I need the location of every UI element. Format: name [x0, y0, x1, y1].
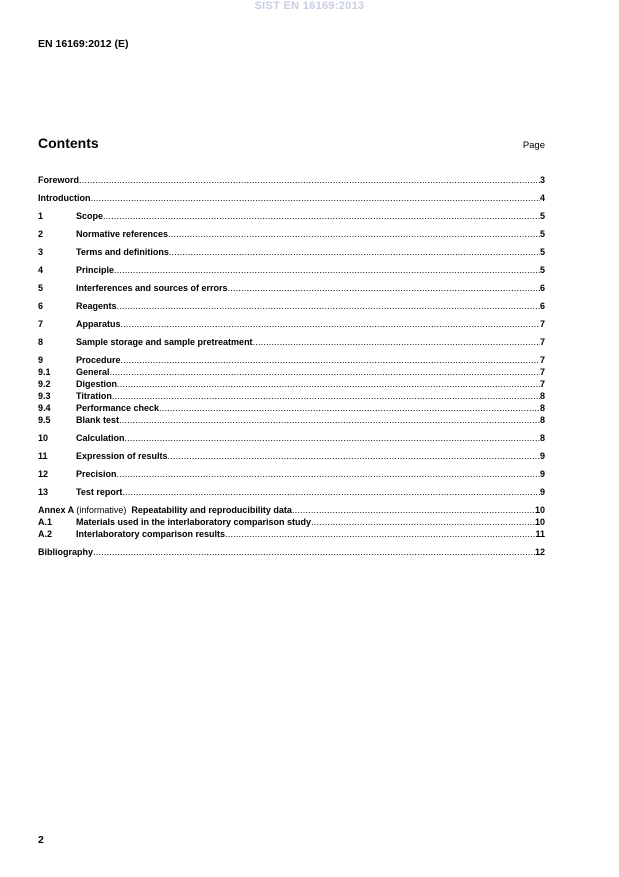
toc-entry-page: 7 — [539, 379, 545, 389]
toc-entry-page: 10 — [534, 517, 545, 527]
toc-entry-page: 8 — [539, 415, 545, 425]
toc-dot-leader — [91, 192, 540, 204]
toc-entry-number: 3 — [38, 247, 44, 257]
toc-entry-title: Terms and definitions — [76, 247, 169, 257]
watermark: SIST EN 16169:2013 — [254, 0, 365, 12]
annex-label: Annex A — [38, 505, 74, 515]
document-id: EN 16169:2012 (E) — [38, 38, 129, 50]
toc-row-digestion[interactable] — [38, 378, 545, 390]
toc-entry-page: 12 — [534, 547, 545, 557]
toc-row-calculation[interactable] — [38, 432, 545, 444]
toc-entry-title: Interferences and sources of errors — [76, 283, 228, 293]
toc-entry-page: 7 — [539, 355, 545, 365]
toc-row-procedure[interactable] — [38, 354, 545, 366]
toc-dot-leader — [169, 246, 540, 258]
toc-dot-leader — [117, 300, 540, 312]
toc-dot-leader — [292, 504, 535, 516]
toc-dot-leader — [121, 354, 540, 366]
annex-informative-tag: (informative) — [76, 505, 127, 515]
toc-entry-number: 4 — [38, 265, 44, 275]
toc-entry-number: 9.4 — [38, 403, 51, 413]
toc-dot-leader — [117, 468, 540, 480]
toc-entry-number: 5 — [38, 283, 44, 293]
toc-dot-leader — [117, 378, 540, 390]
toc-entry-number: 11 — [38, 451, 48, 461]
toc-entry-title: Introduction — [38, 193, 91, 203]
toc-entry-title: General — [76, 367, 110, 377]
toc-entry-title — [38, 504, 292, 516]
toc-entry-title: Materials used in the interlaboratory comparison study — [76, 517, 312, 527]
toc-entry-page: 5 — [539, 265, 545, 275]
toc-row-principle[interactable] — [38, 264, 545, 276]
toc-entry-title: Normative references — [76, 229, 169, 239]
toc-entry-title: Performance check — [76, 403, 160, 413]
toc-dot-leader — [311, 516, 535, 528]
toc-entry-page: 4 — [539, 193, 545, 203]
annex-title: Repeatability and reproducibility data — [131, 505, 292, 515]
toc-entry-page: 6 — [539, 283, 545, 293]
toc-dot-leader — [112, 390, 540, 402]
toc-entry-number: 9.5 — [38, 415, 51, 425]
toc-dot-leader — [103, 210, 540, 222]
toc-entry-number: 13 — [38, 487, 49, 497]
toc-entry-title: Procedure — [76, 355, 121, 365]
toc-dot-leader — [168, 228, 540, 240]
toc-dot-leader — [114, 264, 540, 276]
toc-row-introduction[interactable] — [38, 192, 545, 204]
toc-entry-page: 5 — [539, 211, 545, 221]
toc-row-performance-check[interactable] — [38, 402, 545, 414]
toc-row-interferences[interactable] — [38, 282, 545, 294]
toc-row-interlaboratory-results[interactable] — [38, 528, 545, 540]
toc-dot-leader — [225, 528, 535, 540]
toc-entry-page: 7 — [539, 367, 545, 377]
toc-entry-number: 9.1 — [38, 367, 51, 377]
toc-entry-number: 8 — [38, 337, 44, 347]
toc-row-annex-a[interactable] — [38, 504, 545, 516]
toc-row-expression-of-results[interactable] — [38, 450, 545, 462]
toc-entry-title: Blank test — [76, 415, 120, 425]
toc-entry-page: 10 — [534, 505, 545, 515]
toc-entry-title: Expression of results — [76, 451, 168, 461]
toc-entry-number: 9.3 — [38, 391, 51, 401]
toc-entry-page: 11 — [535, 529, 545, 539]
toc-entry-page: 7 — [539, 337, 545, 347]
toc-entry-page: 8 — [539, 403, 545, 413]
toc-dot-leader — [119, 414, 540, 426]
toc-row-scope[interactable] — [38, 210, 545, 222]
toc-entry-title: Titration — [76, 391, 112, 401]
toc-entry-number: A.1 — [38, 517, 53, 527]
toc-row-apparatus[interactable] — [38, 318, 545, 330]
toc-entry-title: Bibliography — [38, 547, 94, 557]
contents-title: Contents — [38, 135, 99, 151]
toc-entry-page: 9 — [539, 451, 545, 461]
toc-entry-page: 8 — [539, 391, 545, 401]
toc-entry-title: Interlaboratory comparison results — [76, 529, 226, 539]
toc-dot-leader — [159, 402, 540, 414]
toc-entry-page: 6 — [539, 301, 545, 311]
toc-entry-title: Scope — [76, 211, 104, 221]
toc-entry-page: 3 — [539, 175, 545, 185]
toc-row-bibliography[interactable] — [38, 546, 545, 558]
toc-dot-leader — [168, 450, 540, 462]
toc-entry-number: 7 — [38, 319, 44, 329]
toc-entry-number: 1 — [38, 211, 44, 221]
toc-entry-title: Foreword — [38, 175, 80, 185]
toc-row-normative-references[interactable] — [38, 228, 545, 240]
toc-entry-page: 8 — [539, 433, 545, 443]
toc-row-terms-definitions[interactable] — [38, 246, 545, 258]
toc-dot-leader — [122, 486, 540, 498]
toc-entry-title: Sample storage and sample pretreatment — [76, 337, 253, 347]
toc-entry-title: Test report — [76, 487, 123, 497]
toc-dot-leader — [93, 546, 535, 558]
toc-row-general[interactable] — [38, 366, 545, 378]
toc-dot-leader — [79, 174, 540, 186]
toc-entry-title: Calculation — [76, 433, 125, 443]
toc-dot-leader — [125, 432, 540, 444]
toc-entry-number: 6 — [38, 301, 44, 311]
toc-entry-title: Reagents — [76, 301, 117, 311]
toc-entry-title: Principle — [76, 265, 115, 275]
toc-entry-page: 5 — [539, 247, 545, 257]
table-of-contents — [38, 174, 545, 558]
toc-row-sample-storage[interactable] — [38, 336, 545, 348]
toc-entry-number: 12 — [38, 469, 49, 479]
toc-dot-leader — [121, 318, 540, 330]
toc-row-materials[interactable] — [38, 516, 545, 528]
toc-entry-title: Digestion — [76, 379, 118, 389]
toc-row-foreword[interactable] — [38, 174, 545, 186]
toc-entry-page: 9 — [539, 469, 545, 479]
page-number: 2 — [38, 834, 44, 846]
toc-entry-title: Apparatus — [76, 319, 121, 329]
toc-entry-number: 9 — [38, 355, 44, 365]
toc-dot-leader — [110, 366, 540, 378]
toc-entry-page: 9 — [539, 487, 545, 497]
toc-entry-number: 2 — [38, 229, 44, 239]
toc-row-precision[interactable] — [38, 468, 545, 480]
page-column-label: Page — [522, 140, 545, 151]
toc-entry-page: 7 — [539, 319, 545, 329]
toc-entry-number: 10 — [38, 433, 49, 443]
toc-row-test-report[interactable] — [38, 486, 545, 498]
toc-entry-page: 5 — [539, 229, 545, 239]
toc-dot-leader — [253, 336, 540, 348]
toc-row-blank-test[interactable] — [38, 414, 545, 426]
toc-entry-number: 9.2 — [38, 379, 51, 389]
toc-dot-leader — [228, 282, 540, 294]
toc-row-titration[interactable] — [38, 390, 545, 402]
toc-entry-number: A.2 — [38, 529, 53, 539]
toc-row-reagents[interactable] — [38, 300, 545, 312]
toc-entry-title: Precision — [76, 469, 117, 479]
